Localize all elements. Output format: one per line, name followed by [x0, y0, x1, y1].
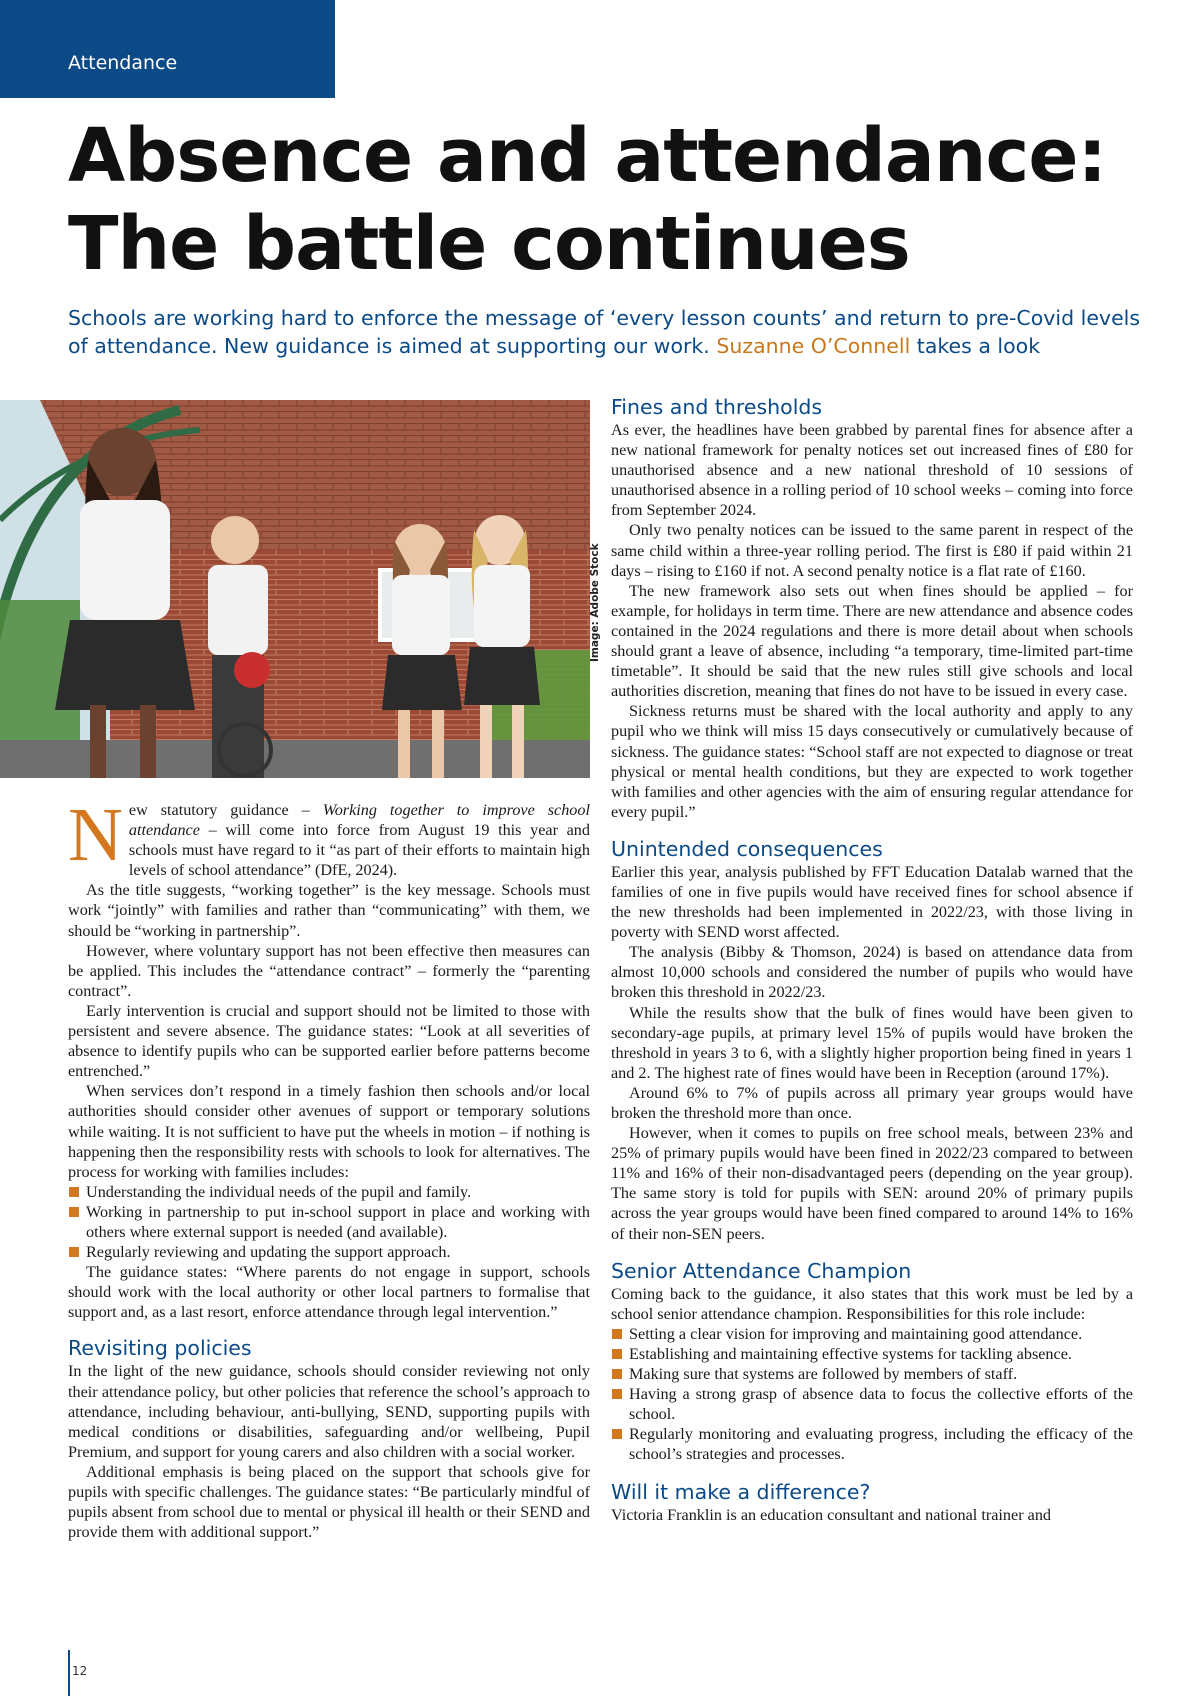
intro-text-1: ew statutory guidance – [128, 801, 323, 819]
paragraph: Only two penalty notices can be issued to the same parent in respect of the same child within a three-year rolling period. The first is £80 if paid within 21 days – rising to £160 if not. A second penalty notice is a flat rate of £160. [611, 521, 1133, 580]
paragraph: When services don’t respond in a timely fashion then schools and/or local authorities should consider other avenues of support or temporary solutions while waiting. It is not sufficient to have put the wheels in motion – if nothing is happening then the responsibility rests with schools to look for alternatives. The process for working with families includes: [68, 1082, 590, 1181]
bullet-item [611, 1364, 1133, 1384]
square-bullet-icon [612, 1369, 622, 1379]
paragraph: Early intervention is crucial and support should not be limited to those with persistent and severe absence. The guidance states: “Look at all severities of absence to identify pupils who can be supported earlier before patterns become entrenched.” [68, 1001, 590, 1081]
paragraph: Sickness returns must be shared with the local authority and apply to any pupil who we think will miss 15 days consecutively or cumulatively because of sickness. The guidance states: “School staff are not expected to diagnose or treat physical or mental health conditions, but they are expected to work together with families and other agencies with the aim of ensuring regular attendance for every pupil.” [611, 702, 1133, 821]
headline-line-2: The battle continues [68, 201, 910, 287]
heading-fines-thresholds: Fines and thresholds [611, 395, 823, 419]
bullet-item [611, 1344, 1133, 1364]
square-bullet-icon [612, 1349, 622, 1359]
page-number-bar [68, 1650, 70, 1696]
paragraph: Victoria Franklin is an education consultant and national trainer and [611, 1505, 1052, 1524]
square-bullet-icon [612, 1429, 622, 1439]
bullet-item [611, 1324, 1133, 1344]
page-number: 12 [72, 1664, 88, 1678]
heading-revisiting-policies: Revisiting policies [68, 1336, 252, 1361]
heading-senior-attendance-champion: Senior Attendance Champion [611, 1258, 912, 1283]
left-column [68, 793, 590, 1542]
article-photo [0, 400, 590, 778]
author-name: Suzanne O’Connell [716, 334, 911, 358]
photo-credit: Image: Adobe Stock [589, 543, 601, 662]
standfirst-text: Schools are working hard to enforce the message of ‘every lesson counts’ and return to pre-Covid levels of attendance. New guidance is aimed at supporting our work. [68, 306, 1141, 358]
paragraph: The analysis (Bibby & Thomson, 2024) is based on attendance data from almost 10,000 schools and considered the number of pupils who would have broken this threshold in 2022/23. [611, 943, 1133, 1002]
paragraph: Coming back to the guidance, it also states that this work must be led by a school senior attendance champion. Responsibilities for this role include: [611, 1284, 1133, 1323]
standfirst-suffix: takes a look [910, 334, 1041, 358]
bullet-text: Making sure that systems are followed by members of staff. [629, 1365, 1018, 1384]
paragraph: However, when it comes to pupils on free school meals, between 23% and 25% of primary pupils would have been fined in 2022/23 compared to between 11% and 16% of their non-disadvantaged peers (depending on the year group). The same story is told for pupils with SEN: around 20% of primary pupils across the year groups would have been fined compared to around 14% to 16% of their non-SEN peers. [611, 1124, 1133, 1243]
bullet-item [68, 1182, 590, 1202]
bullet-item [611, 1384, 1133, 1424]
paragraph: The new framework also sets out when fines should be applied – for example, for holidays in term time. There are new attendance and absence codes contained in the 2024 regulations and there is more detail about when schools should grant a leave of absence, including “a temporary, time-limited part-time timetable”. It should be said that the new rules still give schools and local authorities discretion, meaning that fines do not have to be issued in every case. [611, 581, 1133, 701]
bullet-text: Establishing and maintaining effective systems for tackling absence. [629, 1344, 1072, 1363]
champion-bullet-list [611, 1324, 1133, 1465]
square-bullet-icon [612, 1389, 622, 1399]
square-bullet-icon [69, 1207, 79, 1217]
paragraph: Earlier this year, analysis published by FFT Education Datalab warned that the families of one in five pupils would have received fines for school absence if the new thresholds had been implemented in 2022/23, with those living in poverty with SEND worst affected. [611, 862, 1133, 942]
paragraph: The guidance states: “Where parents do not engage in support, schools should work with the local authority or other local partners to formalise that support and, as a last resort, enforce attendance through legal intervention.” [68, 1263, 590, 1322]
section-tag [0, 0, 335, 98]
paragraph: As the title suggests, “working together” is the key message. Schools must work “jointly” with families and rather than “communicating” with them, we should be “working in partnership”. [68, 881, 590, 940]
right-column [611, 394, 1133, 1525]
paragraph: In the light of the new guidance, schools should consider reviewing not only their attendance policy, but other policies that reference the school’s approach to attendance, including behaviour, anti-bullying, SEND, supporting pupils with medical conditions or disabilities, safeguarding and/or wellbeing, Pupil Premium, and support for young carers and also children with a social worker. [68, 1362, 590, 1461]
square-bullet-icon [612, 1329, 622, 1339]
drop-cap: N [68, 793, 123, 877]
intro-text-2: – will come into force from August 19 this year and schools must have regard to it “as part of their efforts to maintain high levels of school attendance” (DfE, 2024). [128, 821, 590, 880]
paragraph: While the results show that the bulk of fines would have been given to secondary-age pupils, at primary level 15% of pupils would have broken the threshold in years 3 to 6, with a slightly higher proportion being fined in years 1 and 2. The highest rate of fines would have been in Reception (around 17%). [611, 1003, 1133, 1082]
article-headline [68, 112, 1168, 288]
schoolgirls-photo-illustration [0, 400, 590, 778]
paragraph: Additional emphasis is being placed on the support that schools give for pupils with specific challenges. The guidance states: “Be particularly mindful of pupils absent from school due to mental or physical ill health or their SEND and provide them with additional support.” [68, 1462, 590, 1542]
bullet-text: Setting a clear vision for improving and maintaining good attendance. [629, 1324, 1083, 1343]
bullet-text: Working in partnership to put in-school support in place and working with others where external support is needed (and available). [86, 1202, 590, 1241]
bullet-item [68, 1242, 590, 1262]
standfirst [68, 304, 1148, 360]
heading-will-it-make-a-difference: Will it make a difference? [611, 1479, 871, 1504]
bullet-item [68, 1202, 590, 1242]
square-bullet-icon [69, 1187, 79, 1197]
section-tag-label: Attendance [68, 52, 178, 74]
paragraph: Around 6% to 7% of pupils across all primary year groups would have broken the threshold more than once. [611, 1083, 1133, 1122]
intro-paragraph [68, 793, 590, 880]
process-bullet-list [68, 1182, 590, 1262]
paragraph: As ever, the headlines have been grabbed by parental fines for absence after a new national framework for penalty notices set out increased fines of £80 for unauthorised absence and a new national threshold of 10 sessions of unauthorised absence in a rolling period of 10 school weeks – coming into force from September 2024. [611, 421, 1133, 520]
guidance-title: Working together to improve school attendance [128, 801, 590, 840]
bullet-text: Understanding the individual needs of the pupil and family. [86, 1182, 472, 1201]
bullet-text: Regularly monitoring and evaluating progress, including the efficacy of the school’s strategies and processes. [629, 1425, 1133, 1464]
heading-unintended-consequences: Unintended consequences [611, 836, 883, 861]
bullet-item [611, 1424, 1133, 1464]
headline-line-1: Absence and attendance: [68, 113, 1107, 199]
paragraph: However, where voluntary support has not been effective then measures can be applied. This includes the “attendance contract” – formerly the “parenting contract”. [68, 941, 590, 1000]
bullet-text: Regularly reviewing and updating the support approach. [86, 1243, 451, 1262]
bullet-text: Having a strong grasp of absence data to focus the collective efforts of the school. [629, 1385, 1133, 1424]
square-bullet-icon [69, 1247, 79, 1257]
